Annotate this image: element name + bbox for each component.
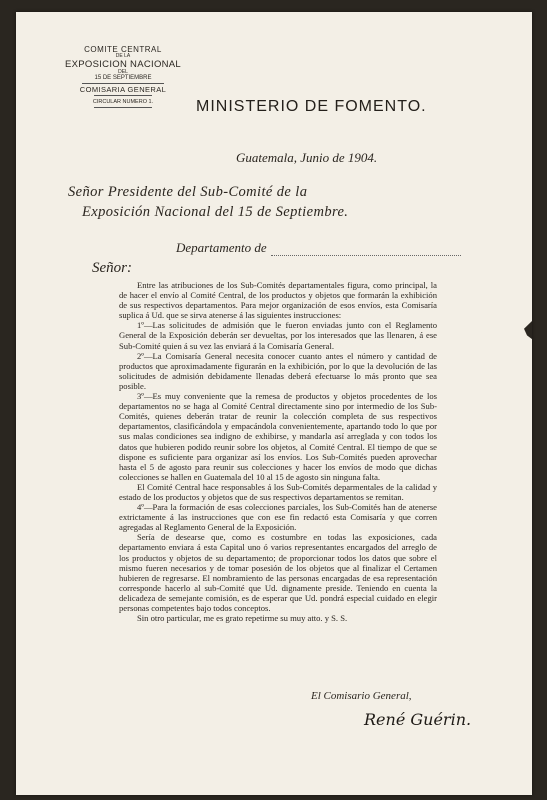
letterhead-line: EXPOSICION NACIONAL bbox=[64, 58, 182, 70]
addressee-line: Exposición Nacional del 15 de Septiembre. bbox=[82, 204, 349, 220]
letterhead bbox=[64, 46, 182, 109]
department-line bbox=[176, 240, 461, 256]
circular-number: CIRCULAR NUMERO 1. bbox=[92, 99, 154, 106]
letter-body bbox=[119, 280, 437, 623]
letterhead-line: COMISARIA GENERAL bbox=[79, 85, 167, 95]
paragraph: Sería de desearse que, como es costumbre en todas las exposiciones, cada departamento enviara á esta Capital uno ó varios representantes encargados del arreglo de los productos y objetos de su departamento; de proporcionar todos los datos que sobre el mismo fueren necesarios y de tomar posesión de los objetos que al finalizar el Certamen hubieren de regresarse. El nombramiento de las personas encargadas de esa representación corresponde hacerlo al sub-Comité que Ud. dignamente preside. Teniendo en cuenta la delicadeza de semejante comisión, es de esperar que Ud. pondrá especial cuidado en elegir personas competentes bajo todos conceptos. bbox=[119, 532, 437, 613]
paragraph: Sin otro particular, me es grato repetirme su muy atto. y S. S. bbox=[137, 613, 348, 624]
divider bbox=[94, 107, 152, 108]
ministry-title: MINISTERIO DE FOMENTO. bbox=[196, 98, 427, 115]
signature: René Guérin. bbox=[364, 710, 472, 729]
salutation: Señor: bbox=[92, 260, 132, 276]
document-page bbox=[16, 12, 532, 795]
addressee-line: Señor Presidente del Sub-Comité de la bbox=[68, 184, 308, 200]
letterhead-line: COMITE CENTRAL bbox=[84, 45, 162, 54]
addressee bbox=[68, 182, 508, 222]
divider bbox=[94, 95, 152, 96]
paragraph: El Comité Central hace responsables á los Sub-Comités deparmentales de la calidad y estado de los productos y objetos que de sus respectivos departamentos se remitan. bbox=[119, 481, 437, 502]
letterhead-line: DEL bbox=[118, 68, 128, 75]
paragraph: 1º—Las solicitudes de admisión que le fueron enviadas junto con el Reglamento General de la Exposición deberán ser devueltas, por los interesados que las llenaren, á ese Sub-Comité quien á su vez las enviará á la Comisaría General. bbox=[119, 320, 437, 351]
department-label: Departamento de bbox=[176, 240, 267, 255]
letterhead-line: 15 DE SEPTIEMBRE bbox=[94, 74, 152, 81]
paragraph: 2º—La Comisaría General necesita conocer cuanto antes el número y cantidad de productos que aproximadamente figurarán en la exhibición, por lo que la devolución de las solicitudes de admisión debidamente llenadas deberá efectuarse lo más pronto que sea posible. bbox=[119, 350, 437, 391]
divider bbox=[82, 83, 164, 84]
date-line: Guatemala, Junio de 1904. bbox=[236, 150, 378, 165]
paragraph: Entre las atribuciones de los Sub-Comités departamentales figura, como principal, la de hacer el envío al Comité Central, de los productos y objetos que formarán la exhibición de sus respectivos departamentos. Para mejor organización de esos envíos, esta Comisaría suplica á Ud. que se sirva atenerse á las siguientes instrucciones: bbox=[119, 280, 437, 321]
paragraph: 4º—Para la formación de esas colecciones parciales, los Sub-Comités han de atenerse extrictamente á las instrucciones que con ese fin redactó esta Comisaría y que corren agregadas al Reglamento General de la Exposición. bbox=[119, 502, 437, 533]
closing-line: El Comisario General, bbox=[311, 690, 412, 702]
blank-fill-line bbox=[271, 255, 461, 256]
letterhead-line: DE LA bbox=[115, 53, 131, 60]
paragraph: 3º—Es muy conveniente que la remesa de productos y objetos procedentes de los departamentos no se haga al Comité Central directamente sino por intermedio de los Sub-Comités, quienes deberán tratar de reunir la colección completa de sus respectivos departamentos, clasificándola y empacándola convenientemente, apartando todo lo que por sus malas condiciones sea indigno de exhibirse, y mandarla así arreglada y con todos los datos que hubieren podido reunir sobre los objetos, al Comité Central. El tiempo de que se dispone es suficiente para organizar así los envíos. Los Sub-Comités pueden aprovechar hasta el 5 de agosto para reunir sus colecciones y hacer los envíos de modo que dichas colecciones se hallen en Guatemala del 10 al 15 de agosto sin ninguna falta. bbox=[119, 391, 437, 482]
torn-edge bbox=[524, 320, 532, 342]
